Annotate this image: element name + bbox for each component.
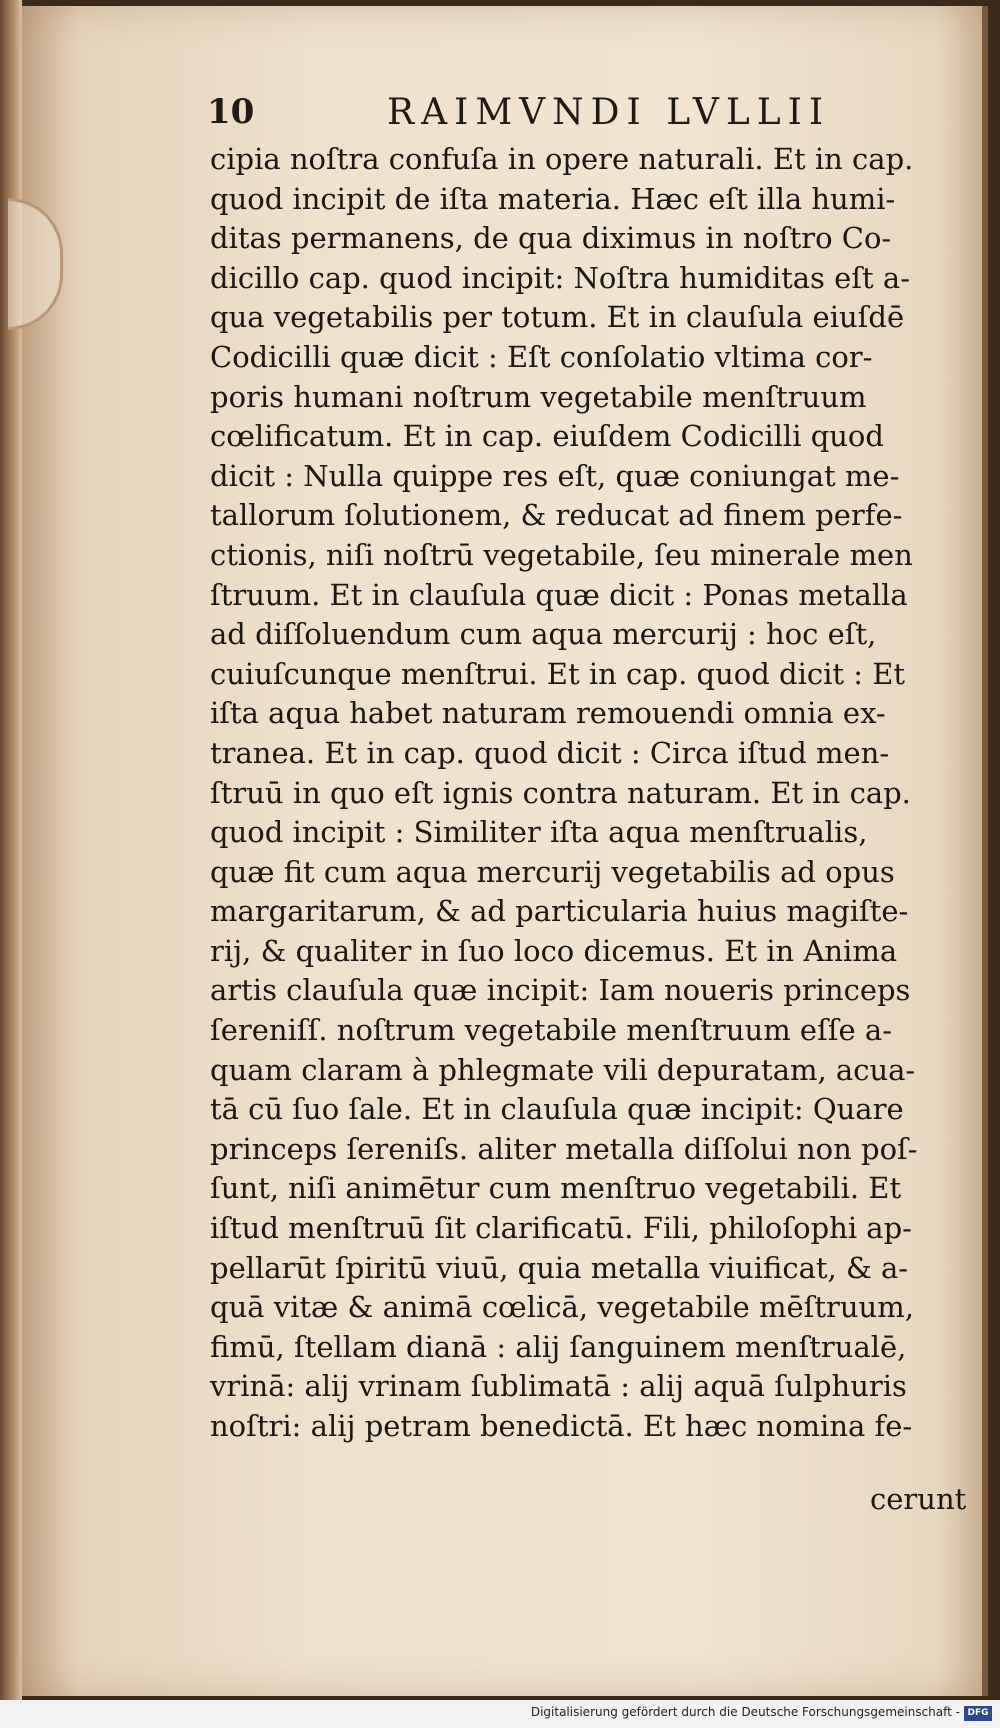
text-line: rij, & qualiter in ſuo loco dicemus. Et in Anima — [210, 933, 898, 968]
text-line: fimū, ſtellam dianā : alij ſanguinem menſtrualē, — [210, 1329, 907, 1364]
digitization-footer — [0, 1700, 1000, 1728]
text-line: ad diſſoluendum cum aqua mercurij : hoc eſt, — [210, 617, 877, 652]
text-line: ſtruum. Et in clauſula quæ dicit : Ponas metalla — [210, 577, 908, 612]
footer-credit: Digitalisierung gefördert durch die Deutsche Forschungsgemeinschaft - — [530, 1705, 960, 1719]
page-header — [207, 92, 847, 142]
text-line: cœlificatum. Et in cap. eiuſdem Codicilli quod — [210, 419, 884, 454]
text-line: noſtri: alij petram benedictā. Et hæc nomina fe- — [210, 1409, 913, 1443]
dfg-logo: DFG — [964, 1706, 992, 1721]
text-line: cuiuſcunque menſtrui. Et in cap. quod dicit : Et — [210, 656, 906, 691]
text-line: ctionis, niſi noſtrū vegetabile, ſeu minerale men — [210, 537, 913, 572]
text-line: tā cū ſuo ſale. Et in clauſula quæ incipit: Quare — [210, 1092, 904, 1127]
text-line: vrinā: alij vrinam ſublimatā : alij aquā ſulphuris — [210, 1369, 907, 1404]
text-line: margaritarum, & ad particularia huius magiſte- — [210, 894, 909, 929]
text-line: qua vegetabilis per totum. Et in clauſula eiuſdē — [210, 300, 905, 335]
text-line: tallorum ſolutionem, & reducat ad finem perfe- — [210, 498, 903, 533]
text-line: iſta aqua habet naturam remouendi omnia ex- — [210, 696, 886, 731]
page-number: 10 — [207, 92, 255, 132]
body-text — [210, 140, 980, 1447]
catchword: cerunt — [870, 1482, 967, 1516]
text-line: quod incipit : Similiter iſta aqua menſtrualis, — [210, 815, 868, 850]
text-line: cipia noſtra confuſa in opere naturali. Et in cap. — [210, 142, 914, 176]
text-line: quā vitæ & animā cœlicā, vegetabile mēſtruum, — [210, 1290, 914, 1325]
text-line: quam claram à phlegmate vili depuratam, acua- — [210, 1052, 916, 1087]
text-line: ſunt, niſi animētur cum menſtruo vegetabili. Et — [210, 1171, 902, 1206]
text-line: artis clauſula quæ incipit: Iam noueris princeps — [210, 973, 911, 1008]
text-line: tranea. Et in cap. quod dicit : Circa iſtud men- — [210, 735, 890, 770]
text-line: poris humani noſtrum vegetabile menſtruum — [210, 379, 867, 414]
text-line: ditas permanens, de qua diximus in noſtro Co- — [210, 221, 892, 256]
text-line: pellarūt ſpiritū viuū, quia metalla viuificat, & a- — [210, 1250, 909, 1285]
text-line: dicit : Nulla quippe res eſt, quæ coniungat me- — [210, 458, 900, 493]
text-line: ſtruū in quo eſt ignis contra naturam. Et in cap. — [210, 775, 911, 810]
text-line: iſtud menſtruū ſit clarificatū. Fili, philoſophi ap- — [210, 1211, 912, 1246]
text-line: Codicilli quæ dicit : Eſt conſolatio vltima cor- — [210, 339, 873, 374]
running-title: RAIMVNDI LVLLII — [387, 92, 831, 133]
text-line: quod incipit de iſta materia. Hæc eſt illa humi- — [210, 181, 896, 216]
text-line: dicillo cap. quod incipit: Noſtra humiditas eſt a- — [210, 260, 911, 295]
text-line: quæ fit cum aqua mercurij vegetabilis ad opus — [210, 854, 895, 889]
text-line: princeps ſereniſs. aliter metalla diſſolui non poſ- — [210, 1131, 918, 1166]
text-line: ſereniſſ. noſtrum vegetabile menſtruum eſſe a- — [210, 1013, 893, 1048]
